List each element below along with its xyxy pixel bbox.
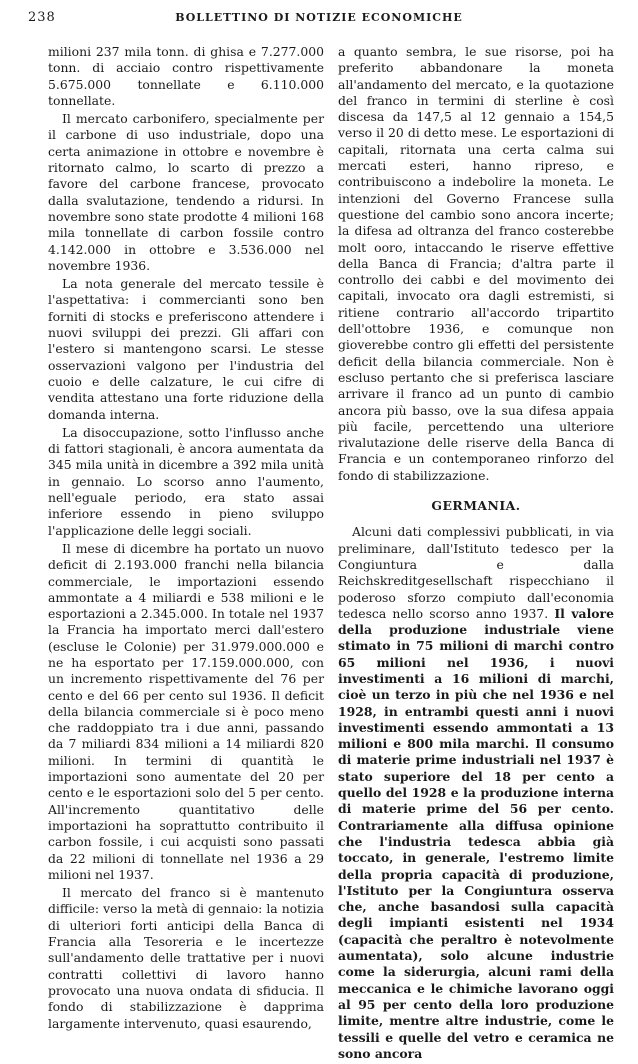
publication-title: BOLLETTINO DI NOTIZIE ECONOMICHE — [175, 11, 463, 24]
paragraph: La nota generale del mercato tessile è l'aspettativa: i commercianti sono ben forniti di stocks e preferiscono attendere i nuovi sviluppi dei prezzi. Gli affari con l'estero si mantengono scarsi. Le stesse osservazioni valgono per l'industria del cuoio e delle calzature, le cui cifre di vendita attestano una forte riduzione della domanda interna. — [48, 276, 324, 422]
paragraph: Il mercato carbonifero, specialmente per il carbone di uso industriale, dopo una certa animazione in ottobre e novembre è ritornato calmo, lo scarto di prezzo a favore del carbone francese, provocato dalla svalutazione, tendendo a ridursi. In novembre sono state prodotte 4 milioni 168 mila tonnellate di carbon fossile contro 4.142.000 in ottobre e 3.536.000 nel novembre 1936. — [48, 111, 324, 273]
page-header — [28, 8, 610, 28]
paragraph: Il mercato del franco si è mantenuto difficile: verso la metà di gennaio: la notizia di ulteriori forti anticipi della Banca di Francia alla Tesoreria e le incertezze sull'andamento delle trattative per i nuovi contratti collettivi di lavoro hanno provocato una nuova ondata di sfiducia. Il fondo di stabilizzazione è dapprima largamente intervenuto, quasi esaurendo, — [48, 885, 324, 1031]
paragraph: milioni 237 mila tonn. di ghisa e 7.277.000 tonn. di acciaio contro rispettivamente 5.675.000 tonnellate e 6.110.000 tonnellate. — [48, 44, 324, 108]
left-column — [48, 44, 324, 1034]
paragraph-bold-text: Il valore della produzione industriale viene stimato in 75 milioni di marchi contro 65 milioni nel 1936, i nuovi investimenti a 16 milioni di marchi, cioè un terzo in più che nel 1936 e nel 1928, in entrambi questi anni i nuovi investimenti essendo ammontati a 13 milioni e 800 mila marchi. Il consumo di materie prime industriali nel 1937 è stato superiore del 18 per cento a quello del 1928 e la produzione interna di materie prime del 56 per cento. Contrariamente alla diffusa opinione che l'industria tedesca abbia già toccato, in generale, l'estremo limite della propria capacità di produzione, l'Istituto per la Congiuntura osserva che, anche basandosi sulla capacità degli impianti esistenti nel 1934 (capacità che peraltro è notevolmente aumentata), solo alcune industrie come la siderurgia, alcuni rami della meccanica e le chimiche lavorano oggi al 95 per cento della loro produzione limite, mentre altre industrie, come le tessili e quelle del vetro e ceramica ne sono ancora — [338, 605, 614, 1061]
page-number: 238 — [28, 10, 56, 25]
paragraph-text: Alcuni dati complessivi pubblicati, in via preliminare, dall'Istituto tedesco per la Congiuntura e dalla Reichskreditgesellschaft rispecchiano il poderoso sforzo compiuto dall'economia tedesca nello scorso anno 1937. — [338, 524, 614, 621]
paragraph: a quanto sembra, le sue risorse, poi ha preferito abbandonare la moneta all'andamento del mercato, e la quotazione del franco in termini di sterline è così discesa da 147,5 al 12 gennaio a 154,5 verso il 20 di detto mese. Le esportazioni di capitali, ritornata una certa calma sui mercati esteri, hanno ripreso, e contribuiscono a indebolire la moneta. Le intenzioni del Governo Francese sulla questione del cambio sono ancora incerte; la difesa ad oltranza del franco costerebbe molt ooro, intaccando le riserve effettive della Banca di Francia; d'altra parte il controllo dei cabbi e del movimento dei capitali, invocato ora dagli estremisti, si ritiene contrario all'accordo tripartito dell'ottobre 1936, e comunque non gioverebbe contro gli effetti del persistente deficit della bilancia commerciale. Non è escluso pertanto che si preferisca lasciare arrivare il franco ad un punto di cambio ancora più basso, ove la sua difesa appaia più facile, percettendo una ulteriore rivalutazione delle riserve della Banca di Francia e un contemporaneo rinforzo del fondo di stabilizzazione. — [338, 44, 614, 483]
right-column — [338, 44, 614, 1064]
paragraph — [338, 524, 614, 1062]
paragraph: Il mese di dicembre ha portato un nuovo deficit di 2.193.000 franchi nella bilancia commerciale, le importazioni essendo ammontate a 4 miliardi e 538 milioni e le esportazioni a 2.345.000. In totale nel 1937 la Francia ha importato merci dall'estero (escluse le Colonie) per 31.979.000.000 e ne ha esportato per 17.159.000.000, con un incremento rispettivamente del 76 per cento e del 66 per cento sul 1936. Il deficit della bilancia commerciale si è poco meno che raddoppiato tra i due anni, passando da 7 miliardi 834 milioni a 14 miliardi 820 milioni. In termini di quantità le importazioni sono aumentate del 20 per cento e le esportazioni solo del 5 per cento. All'incremento quantitativo delle importazioni ha soprattutto contribuito il carbon fossile, i cui acquisti sono passati da 22 milioni di tonnellate nel 1936 a 29 milioni nel 1937. — [48, 540, 324, 882]
section-title: GERMANIA. — [431, 498, 521, 514]
paragraph: La disoccupazione, sotto l'influsso anche di fattori stagionali, è ancora aumentata da 345 mila unità in dicembre a 392 mila unità in gennaio. Lo scorso anno l'aumento, nell'eguale periodo, era stato assai inferiore essendo in pieno sviluppo l'applicazione delle leggi sociali. — [48, 424, 324, 538]
